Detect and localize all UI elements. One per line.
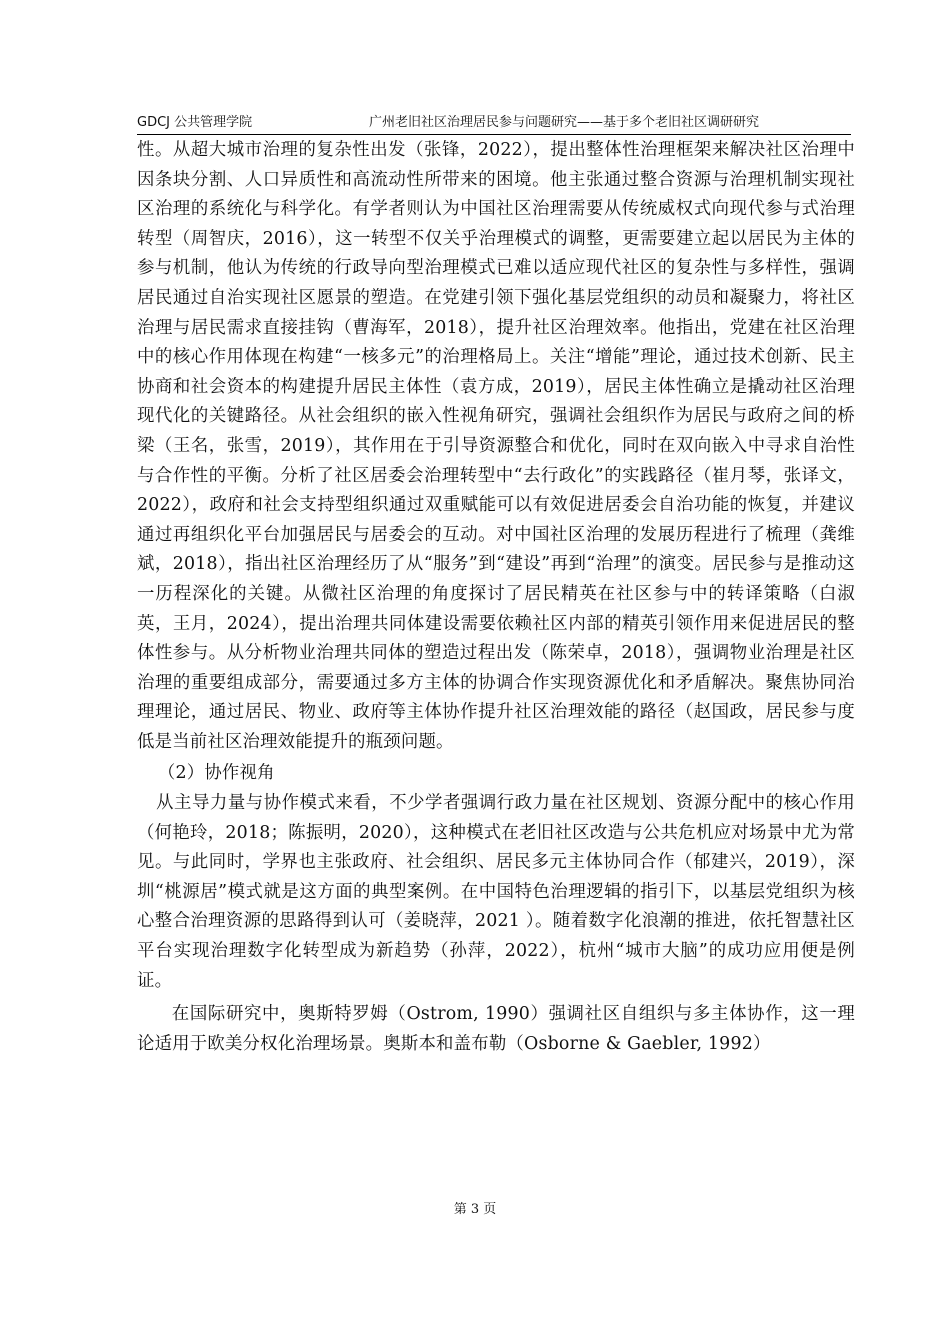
section-heading-collaboration: （2）协作视角	[157, 763, 275, 784]
paragraph-collaboration: 从主导力量与协作模式来看，不少学者强调行政力量在社区规划、资源分配中的核心作用（何艳玲，2018；陈振明，2020），这种模式在老旧社区改造与公共危机应对场景中尤为常见。与此同时，学界也主张政府、社会组织、居民多元主体协同合作（郁建兴，2019），深圳“桃源居”模式就是这方面的典型案例。在中国特色治理逻辑的指引下，以基层党组织为核心整合治理资源的思路得到认可（姜晓萍，2021 ）。随着数字化浪潮的推进，依托智慧社区平台实现治理数字化转型成为新趋势（孙萍，2022），杭州“城市大脑”的成功应用便是例证。	[137, 793, 855, 991]
page-number: 第 3 页	[453, 1202, 497, 1217]
paragraph-literature-review: 性。从超大城市治理的复杂性出发（张锋，2022），提出整体性治理框架来解决社区治理中因条块分割、人口异质性和高流动性所带来的困境。他主张通过整合资源与治理机制实现社区治理的系统化与科学化。有学者则认为中国社区治理需要从传统威权式向现代参与式治理转型（周智庆，2016），这一转型不仅关乎治理模式的调整，更需要建立起以居民为主体的参与机制，他认为传统的行政导向型治理模式已难以适应现代社区的复杂性与多样性，强调居民通过自治实现社区愿景的塑造。在党建引领下强化基层党组织的动员和凝聚力，将社区治理与居民需求直接挂钩（曹海军，2018），提升社区治理效率。他指出，党建在社区治理中的核心作用体现在构建“一核多元”的治理格局上。关注“增能”理论，通过技术创新、民主协商和社会资本的构建提升居民主体性（袁方成，2019），居民主体性确立是撬动社区治理现代化的关键路径。从社会组织的嵌入性视角研究，强调社会组织作为居民与政府之间的桥梁（王名，张雪，2019），其作用在于引导资源整合和优化，同时在双向嵌入中寻求自治性与合作性的平衡。分析了社区居委会治理转型中“去行政化”的实践路径（崔月琴，张译文，2022），政府和社会支持型组织通过双重赋能可以有效促进居委会自治功能的恢复，并建议通过再组织化平台加强居民与居委会的互动。对中国社区治理的发展历程进行了梳理（龚维斌，2018），指出社区治理经历了从“服务”到“建设”再到“治理”的演变。居民参与是推动这一历程深化的关键。从微社区治理的角度探讨了居民精英在社区参与中的转译策略（白淑英，王月，2024），提出治理共同体建设需要依赖社区内部的精英引领作用来促进居民的整体性参与。从分析物业治理共同体的塑造过程出发（陈荣卓，2018），强调物业治理是社区治理的重要组成部分，需要通过多方主体的协调合作实现资源优化和矛盾解决。聚焦协同治理理论，通过居民、物业、政府等主体协作提升社区治理效能的路径（赵国政，居民参与度低是当前社区治理效能提升的瓶颈问题。	[137, 140, 855, 752]
body-text	[137, 136, 855, 1059]
paragraph-international: 在国际研究中，奥斯特罗姆（Ostrom, 1990）强调社区自组织与多主体协作，这一理论适用于欧美分权化治理场景。奥斯本和盖布勒（Osborne & Gaebler, 1992）	[137, 1004, 855, 1054]
page-header	[137, 114, 851, 135]
header-title: 广州老旧社区治理居民参与问题研究——基于多个老旧社区调研研究	[369, 115, 760, 130]
header-institution: GDCJ 公共管理学院	[137, 115, 253, 130]
